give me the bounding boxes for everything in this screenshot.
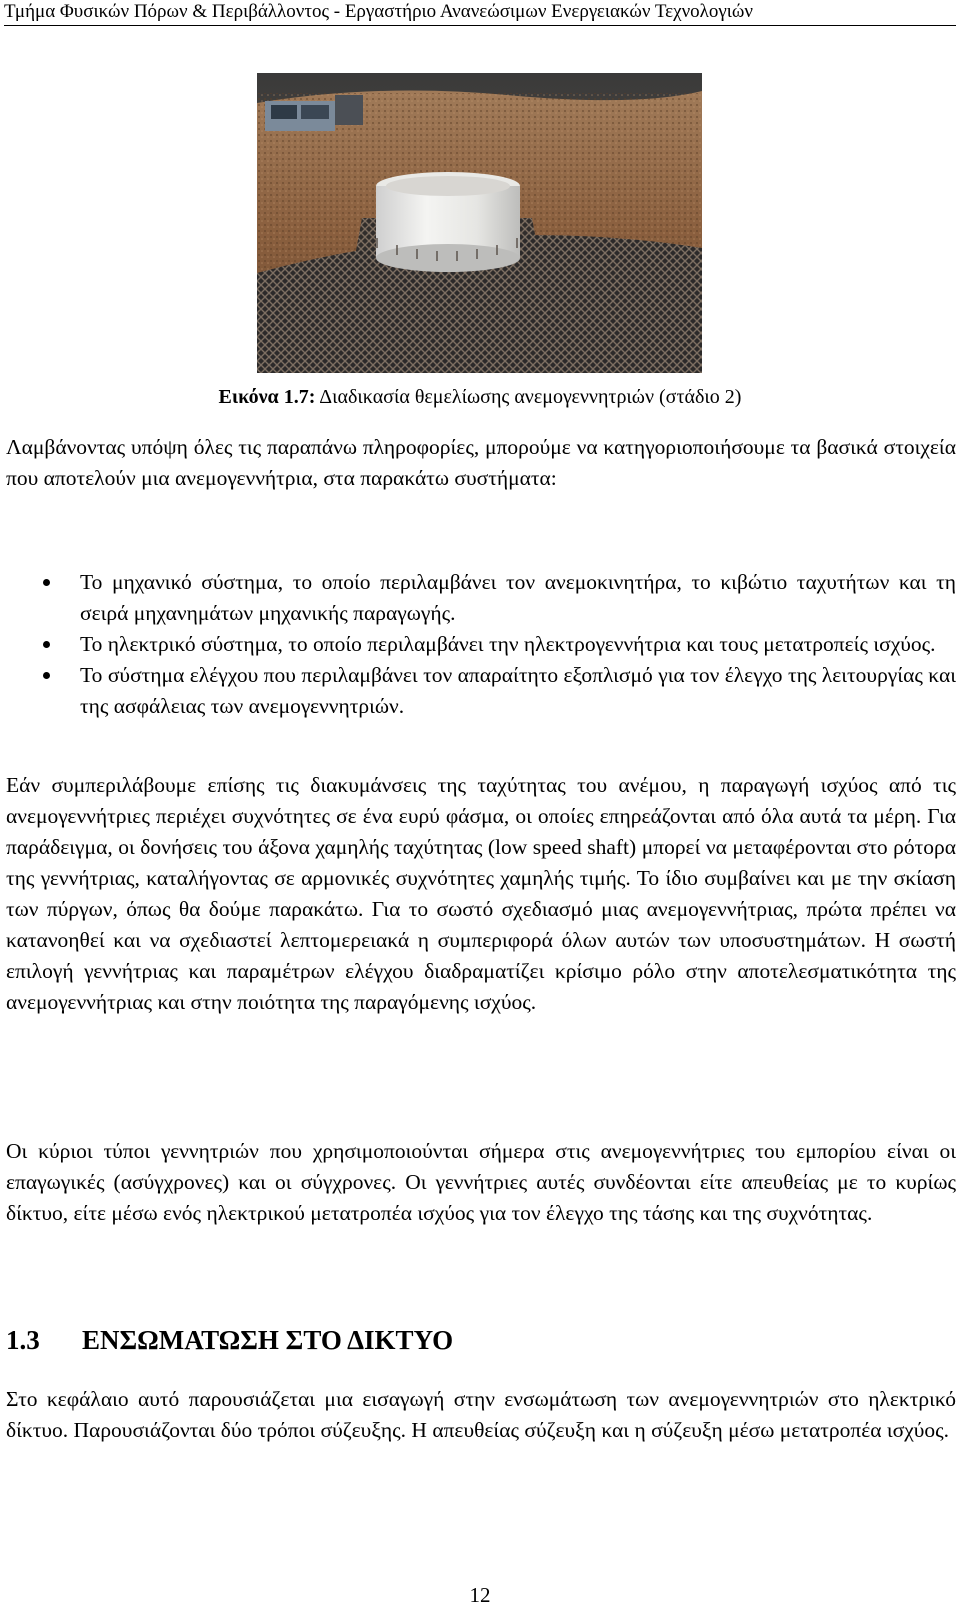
bullet-icon [43, 641, 50, 648]
list-item [40, 660, 956, 722]
body-paragraph: Στο κεφάλαιο αυτό παρουσιάζεται μια εισαγωγή στην ενσωμάτωση των ανεμογεννητριών στο ηλεκτρικό δίκτυο. Παρουσιάζονται δύο τρόποι σύζευξης. Η απευθείας σύζευξη και η σύζευξη μέσω μετατροπέα ισχύος. [6, 1387, 956, 1442]
list-item [40, 629, 956, 660]
list-item-text: Το μηχανικό σύστημα, το οποίο περιλαμβάνει τον ανεμοκινητήρα, το κιβώτιο ταχυτήτων και τη σειρά μηχανημάτων μηχανικής παραγωγής. [80, 570, 956, 625]
bullet-icon [43, 579, 50, 586]
list-item [40, 567, 956, 629]
page-number: 12 [469, 1583, 491, 1607]
bullet-icon [43, 672, 50, 679]
figure-caption-text: Διαδικασία θεμελίωσης ανεμογεννητριών (στάδιο 2) [315, 386, 742, 408]
running-header: Τμήμα Φυσικών Πόρων & Περιβάλλοντος - Εργαστήριο Ανανεώσιμων Ενεργειακών Τεχνολογιών [4, 0, 956, 26]
list-item-text: Το ηλεκτρικό σύστημα, το οποίο περιλαμβάνει την ηλεκτρογεννήτρια και τους μετατροπείς ισχύος. [80, 632, 936, 656]
systems-list [40, 567, 956, 722]
body-paragraph: Οι κύριοι τύποι γεννητριών που χρησιμοποιούνται σήμερα στις ανεμογεννήτριες του εμπορίου είναι οι επαγωγικές (ασύγχρονες) και οι σύγχρονες. Οι γεννήτριες αυτές συνδέονται είτε απευθείας με το κυρίως δίκτυο, είτε μέσω ενός ηλεκτρικού μετατροπέα ισχύος για τον έλεγχο της τάσης και της συχνότητας. [6, 1139, 956, 1225]
list-item-text: Το σύστημα ελέγχου που περιλαμβάνει τον απαραίτητο εξοπλισμό για τον έλεγχο της λειτουργίας και της ασφάλειας των ανεμογεννητριών. [80, 663, 956, 718]
foundation-photo [257, 73, 702, 373]
section-number: 1.3 [6, 1325, 40, 1355]
section-title: ΕΝΣΩΜΑΤΩΣΗ ΣΤΟ ΔΙΚΤΥΟ [82, 1325, 454, 1355]
section-heading [6, 1323, 956, 1357]
body-paragraph: Εάν συμπεριλάβουμε επίσης τις διακυμάνσεις της ταχύτητας του ανέμου, η παραγωγή ισχύος από τις ανεμογεννήτριες περιέχει συχνότητες σε ένα ευρύ φάσμα, οι οποίες επηρεάζονται από όλα αυτά τα μέρη. Για παράδειγμα, οι δονήσεις του άξονα χαμηλής ταχύτητας (low speed shaft) μπορεί να μεταφέρονται στο ρότορα της γεννήτριας, καταλήγοντας σε αρμονικές συχνότητες χαμηλής τιμής. Το ίδιο συμβαίνει και με την σκίαση των πύργων, όπως θα δούμε παρακάτω. Για το σωστό σχεδιασμό μιας ανεμογεννήτριας, πρώτα πρέπει να κατανοηθεί και να σχεδιαστεί λεπτομερειακά η συμπεριφορά όλων αυτών των υποσυστημάτων. Η σωστή επιλογή γεννήτριας και παραμέτρων ελέγχου διαδραματίζει κρίσιμο ρόλο στην αποτελεσματικότητα της ανεμογεννήτριας και στην ποιότητα της παραγόμενης ισχύος. [6, 773, 956, 1014]
intro-paragraph: Λαμβάνοντας υπόψη όλες τις παραπάνω πληροφορίες, μπορούμε να κατηγοριοποιήσουμε τα βασικά στοιχεία που αποτελούν μια ανεμογεννήτρια, στα παρακάτω συστήματα: [6, 435, 956, 490]
figure-caption [0, 384, 960, 410]
foundation-photo-image [257, 73, 702, 373]
figure-caption-label: Εικόνα 1.7: [218, 386, 316, 408]
